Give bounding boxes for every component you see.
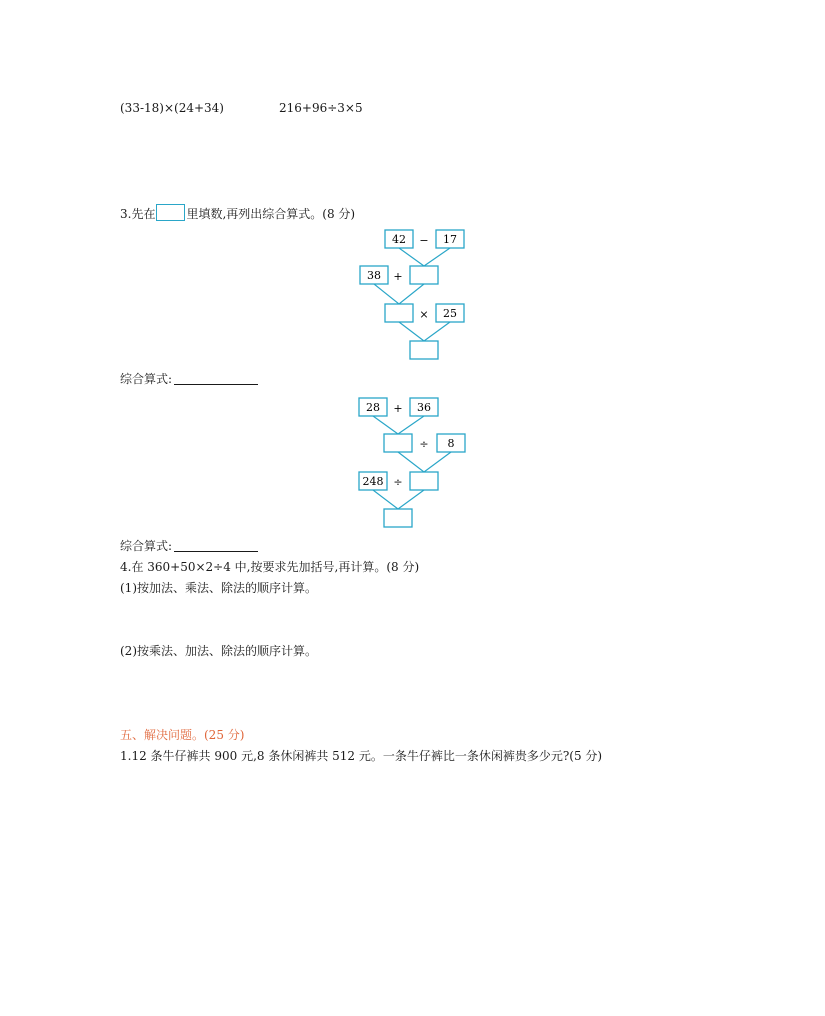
inline-answer-box <box>156 204 185 221</box>
question-4-part-1: (1)按加法、乘法、除法的顺序计算。 <box>120 581 317 595</box>
d1-connector-3 <box>399 322 450 341</box>
d2-answer-box-2[interactable] <box>410 472 438 490</box>
d1-value-a: 42 <box>392 233 406 246</box>
expression-right: 216+96÷3×5 <box>279 101 363 115</box>
d2-answer-box-3[interactable] <box>384 509 412 527</box>
question-4-part-2: (2)按乘法、加法、除法的顺序计算。 <box>120 644 317 658</box>
calc-diagram-2 <box>355 396 475 530</box>
d2-answer-box-1[interactable] <box>384 434 412 452</box>
formula-label-1: 综合算式: <box>120 372 173 386</box>
d1-answer-box-2[interactable] <box>385 304 413 322</box>
section-5-heading: 五、解决问题。(25 分) <box>120 728 245 742</box>
d1-operator-1: − <box>419 234 429 247</box>
d2-value-b: 36 <box>417 401 431 414</box>
question-5-1: 1.12 条牛仔裤共 900 元,8 条休闲裤共 512 元。一条牛仔裤比一条休闲裤贵多少元?(5 分) <box>120 749 603 763</box>
d1-answer-box-3[interactable] <box>410 341 438 359</box>
d2-operator-1: + <box>393 402 403 415</box>
d2-connector-2 <box>398 452 451 472</box>
expression-left: (33-18)×(24+34) <box>120 101 224 115</box>
d2-connector-3 <box>373 490 424 509</box>
d1-operator-2: + <box>393 270 403 283</box>
formula-line-1 <box>120 371 258 387</box>
d1-value-d: 25 <box>443 307 457 320</box>
calc-diagram-1 <box>355 228 475 362</box>
d2-value-d: 248 <box>362 475 384 488</box>
d2-operator-2: ÷ <box>419 438 429 451</box>
question-3 <box>120 204 355 222</box>
d2-connector-1 <box>373 416 424 434</box>
d2-value-c: 8 <box>447 437 455 450</box>
formula-answer-line-1[interactable] <box>174 372 258 385</box>
d2-value-a: 28 <box>366 401 380 414</box>
question-3-suffix: 里填数,再列出综合算式。(8 分) <box>186 207 356 221</box>
d1-connector-1 <box>399 248 450 266</box>
d1-operator-3: × <box>419 308 429 321</box>
formula-label-2: 综合算式: <box>120 539 173 553</box>
formula-answer-line-2[interactable] <box>174 539 258 552</box>
d2-operator-3: ÷ <box>393 476 403 489</box>
question-4: 4.在 360+50×2÷4 中,按要求先加括号,再计算。(8 分) <box>120 560 420 574</box>
d1-answer-box-1[interactable] <box>410 266 438 284</box>
d1-value-c: 38 <box>367 269 381 282</box>
d1-value-b: 17 <box>443 233 457 246</box>
formula-line-2 <box>120 538 258 554</box>
question-3-prefix: 3.先在 <box>120 207 156 221</box>
d1-connector-2 <box>374 284 424 304</box>
